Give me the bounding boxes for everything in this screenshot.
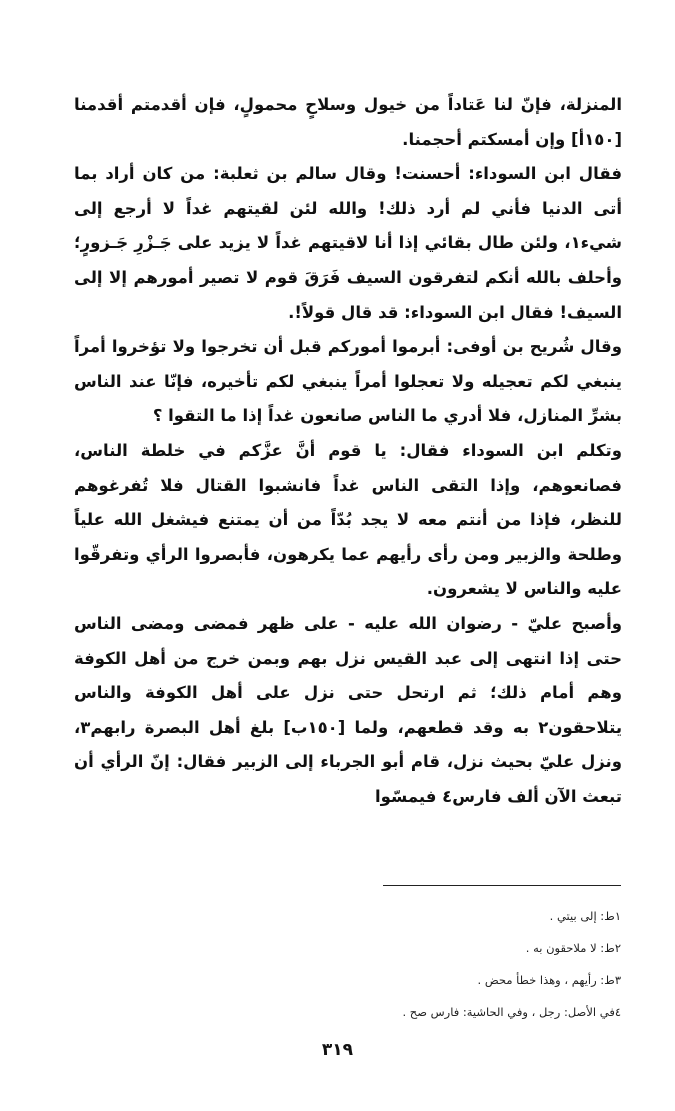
footnote: ٢ط: لا ملاحقون به . — [525, 941, 621, 955]
footnote: ٣ط: رأيهم ، وهذا خطأ محض . — [477, 973, 621, 987]
paragraph: المنزلة، فإنّ لنا عَتاداً من خيول وسلاحٍ محمولٍ، فإن أقدمتم أقدمنا [١٥٠أ] وإن أمسكتم أحجمنا. — [74, 95, 622, 149]
paragraph: وتكلم ابن السوداء فقال: يا قوم أنَّ عزَّكم في خلطة الناس، فصانعوهم، وإذا التقى الناس غداً فانشبوا القتال فلا تُفرغوهم للنظر، فإذا من أنتم معه لا يجد بُدّاً من أن يمتنع فيشغل الله علياً وطلحة والزبير ومن رأى رأيهم عما يكرهون، فأبصروا الرأي وتفرقّوا عليه والناس لا يشعرون. — [74, 440, 622, 599]
paragraph: وأصبح عليّ - رضوان الله عليه - على ظهر فمضى ومضى الناس حتى إذا انتهى إلى عبد القيس نزل بهم وبمن خرج من أهل الكوفة وهم أمام ذلك؛ ثم ارتحل حتى نزل على أهل الكوفة والناس يتلاحقون٢ به وقد قطعهم، ولما [١٥٠ب] بلغ أهل البصرة رابهم٣، ونزل عليّ بحيث نزل، قام أبو الجرباء إلى الزبير فقال: إنّ الرأي أن تبعث الآن ألف فارس٤ فيمسّوا — [74, 613, 623, 806]
paragraph: فقال ابن السوداء: أحسنت! وقال سالم بن ثعلبة: من كان أراد بما أتى الدنيا فأني لم أرد ذلك! والله لئن لقيتهم غداً لا أرجع إلى شيء١، ولئن طال بقائي إذا أنا لاقيتهم غداً لا يزيد على جَـزْرِ جَـزورٍ؛ وأحلف بالله أنكم لتفرقون السيف فَرَقَ قوم لا تصير أمورهم إلا إلى السيف! فقال ابن السوداء: قد قال قولاً!. — [74, 164, 622, 322]
page-number: ٣١٩ — [321, 1040, 354, 1060]
footnote: ١ط: إلى بيتي . — [549, 909, 621, 923]
paragraph: وقال شُريح بن أوفى: أبرموا أموركم قبل أن تخرجوا ولا تؤخروا أمراً ينبغي لكم تعجيله ولا تعجلوا أمراً ينبغي لكم تأخيره، فإنّا عند الناس بشرِّ المنازل، فلا أدري ما الناس صانعون غداً إذا ما التقوا ؟ — [74, 337, 622, 426]
footnotes — [300, 900, 621, 1028]
footnote: ٤في الأصل: رجل ، وفي الحاشية: فارس صح . — [402, 1005, 621, 1019]
main-text — [74, 88, 622, 814]
footnote-divider — [383, 885, 621, 886]
